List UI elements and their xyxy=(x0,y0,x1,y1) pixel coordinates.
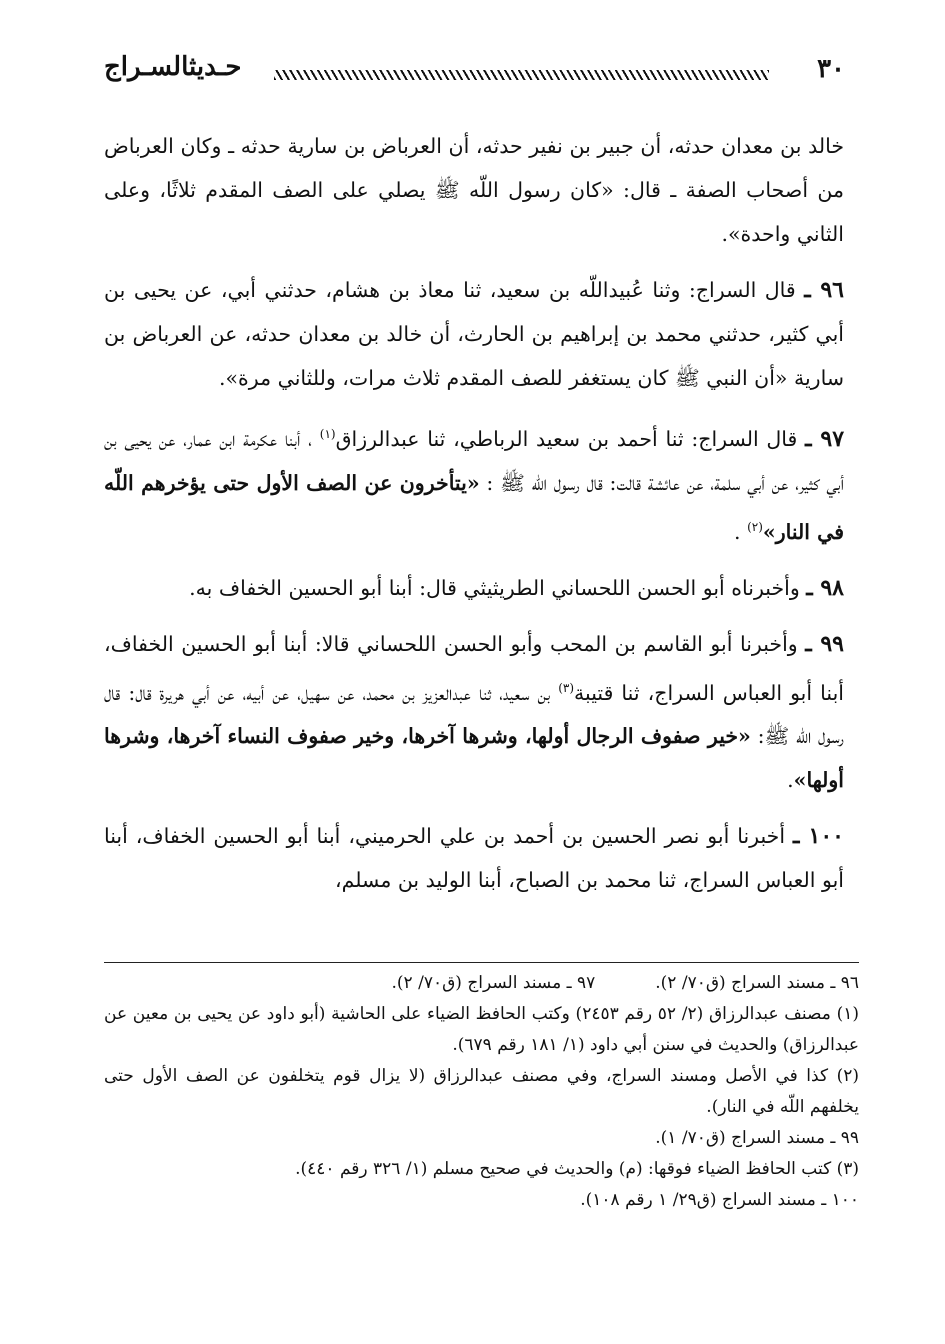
hadith-99 xyxy=(104,622,844,803)
paragraph-text: . xyxy=(787,768,794,793)
paragraph-text: وأخبرنا أبو القاسم بن المحب وأبو الحسن اللحساني قالا: أبنا أبو الحسين الخفاف، أبنا أبو العباس السراج، ثنا قتيبة xyxy=(104,631,844,705)
paragraph-continuation xyxy=(104,124,844,256)
footnote-3: (٣) كتب الحافظ الضياء فوقها: (م) والحديث في صحيح مسلم (١/ ٣٢٦ رقم ٤٤٠). xyxy=(295,1159,859,1179)
footnotes xyxy=(104,968,859,1216)
paragraph-text: أخبرنا أبو نصر الحسين بن أحمد بن علي الحرميني، أبنا أبو الحسين الخفاف، أبنا أبو العباس السراج، ثنا محمد بن الصباح، أبنا الوليد بن مسلم، xyxy=(104,824,844,893)
paragraph-text: قال السراج: ثنا أحمد بن سعيد الرباطي، ثنا عبدالرزاق xyxy=(335,426,806,451)
paragraph-text: بن سعيد، ثنا عبدالعزيز بن محمد، عن سهيل، عن أبيه، عن أبي هريرة قال: قال رسول اللّه ﷺ: xyxy=(104,680,844,749)
paragraph-text: خالد بن معدان حدثه، أن جبير بن نفير حدثه، أن العرباض بن سارية حدثه ـ وكان العرباض من أصحاب الصفة ـ قال: «كان رسول اللّه ﷺ يصلي على الصف المقدم ثلاثًا، وعلى الثاني واحدة». xyxy=(104,134,844,246)
hadith-number: ٩٨ ـ xyxy=(806,574,844,601)
hadith-number: ٩٧ ـ xyxy=(805,425,845,452)
page-number: ٣٠ xyxy=(817,54,845,84)
hadith-97 xyxy=(104,412,844,554)
hadith-100 xyxy=(104,814,844,902)
hadith-number: ٩٦ ـ xyxy=(804,277,844,303)
hadith-number: ١٠٠ ـ xyxy=(793,823,844,850)
hadith-number: ٩٩ ـ xyxy=(805,630,844,657)
hadith-98 xyxy=(104,566,844,610)
paragraph-text: قال السراج: وثنا عُبيداللّه بن سعيد، ثنا معاذ بن هشام، حدثني أبي، عن يحيى بن أبي كثير، حدثني محمد بن إبراهيم بن الحارث، أن خالد بن معدان حدثه، عن العرباض بن سارية «أن النبي ﷺ كان يستغفر للصف المقدم ثلاث مرات، وللثاني مرة». xyxy=(104,278,844,390)
source-97: ٩٧ ـ مسند السراج (ق٧٠/ ٢). xyxy=(391,973,596,993)
footnote-1: (١) مصنف عبدالرزاق (٢/ ٥٢ رقم ٢٤٥٣) وكتب الحافظ الضياء على الحاشية (أبو داود عن يحيى بن معين عن عبدالرزاق) والحديث في سنن أبي داود (١/ ١٨١ رقم ٦٧٩). xyxy=(104,1004,859,1055)
footnote-2: (٢) كذا في الأصل ومسند السراج، وفي مصنف عبدالرزاق (لا يزال قوم يتخلفون عن الصف الأول حتى يخلفهم اللّه في النار). xyxy=(104,1066,859,1117)
footnote-marker: (١) xyxy=(319,427,336,441)
source-96: ٩٦ ـ مسند السراج (ق٧٠/ ٢). xyxy=(655,973,859,993)
hadith-matn: «خير صفوف الرجال أولها، وشرها آخرها، وخير صفوف النساء آخرها، وشرها أولها» xyxy=(104,724,844,793)
main-text xyxy=(104,124,844,914)
page-header xyxy=(104,50,845,98)
source-100: ١٠٠ ـ مسند السراج (ق٢٩/ ١ رقم ١٠٨). xyxy=(580,1190,859,1210)
footnote-rule xyxy=(104,962,859,963)
source-line xyxy=(104,968,859,999)
footnote-marker: (٣) xyxy=(558,680,575,695)
paragraph-text: ، أبنا عكرمة ابن عمار، عن يحيى بن أبي كثير، عن أبي سلمة، عن عائشة قالت: قال رسول اللّه ﷺ : xyxy=(104,426,844,495)
running-title: حـديثالسـراج xyxy=(104,52,242,82)
paragraph-text: وأخبرناه أبو الحسن اللحساني الطريثيثي قال: أبنا أبو الحسين الخفاف به. xyxy=(189,575,807,600)
hadith-96 xyxy=(104,268,844,400)
header-hatch-rule xyxy=(274,70,769,80)
hadith-matn: «يتأخرون عن الصف الأول حتى يؤخرهم اللّه في النار» xyxy=(104,470,844,544)
paragraph-text: . xyxy=(734,519,748,544)
footnote-marker: (٢) xyxy=(747,519,763,534)
source-99: ٩٩ ـ مسند السراج (ق٧٠/ ١). xyxy=(655,1128,859,1148)
